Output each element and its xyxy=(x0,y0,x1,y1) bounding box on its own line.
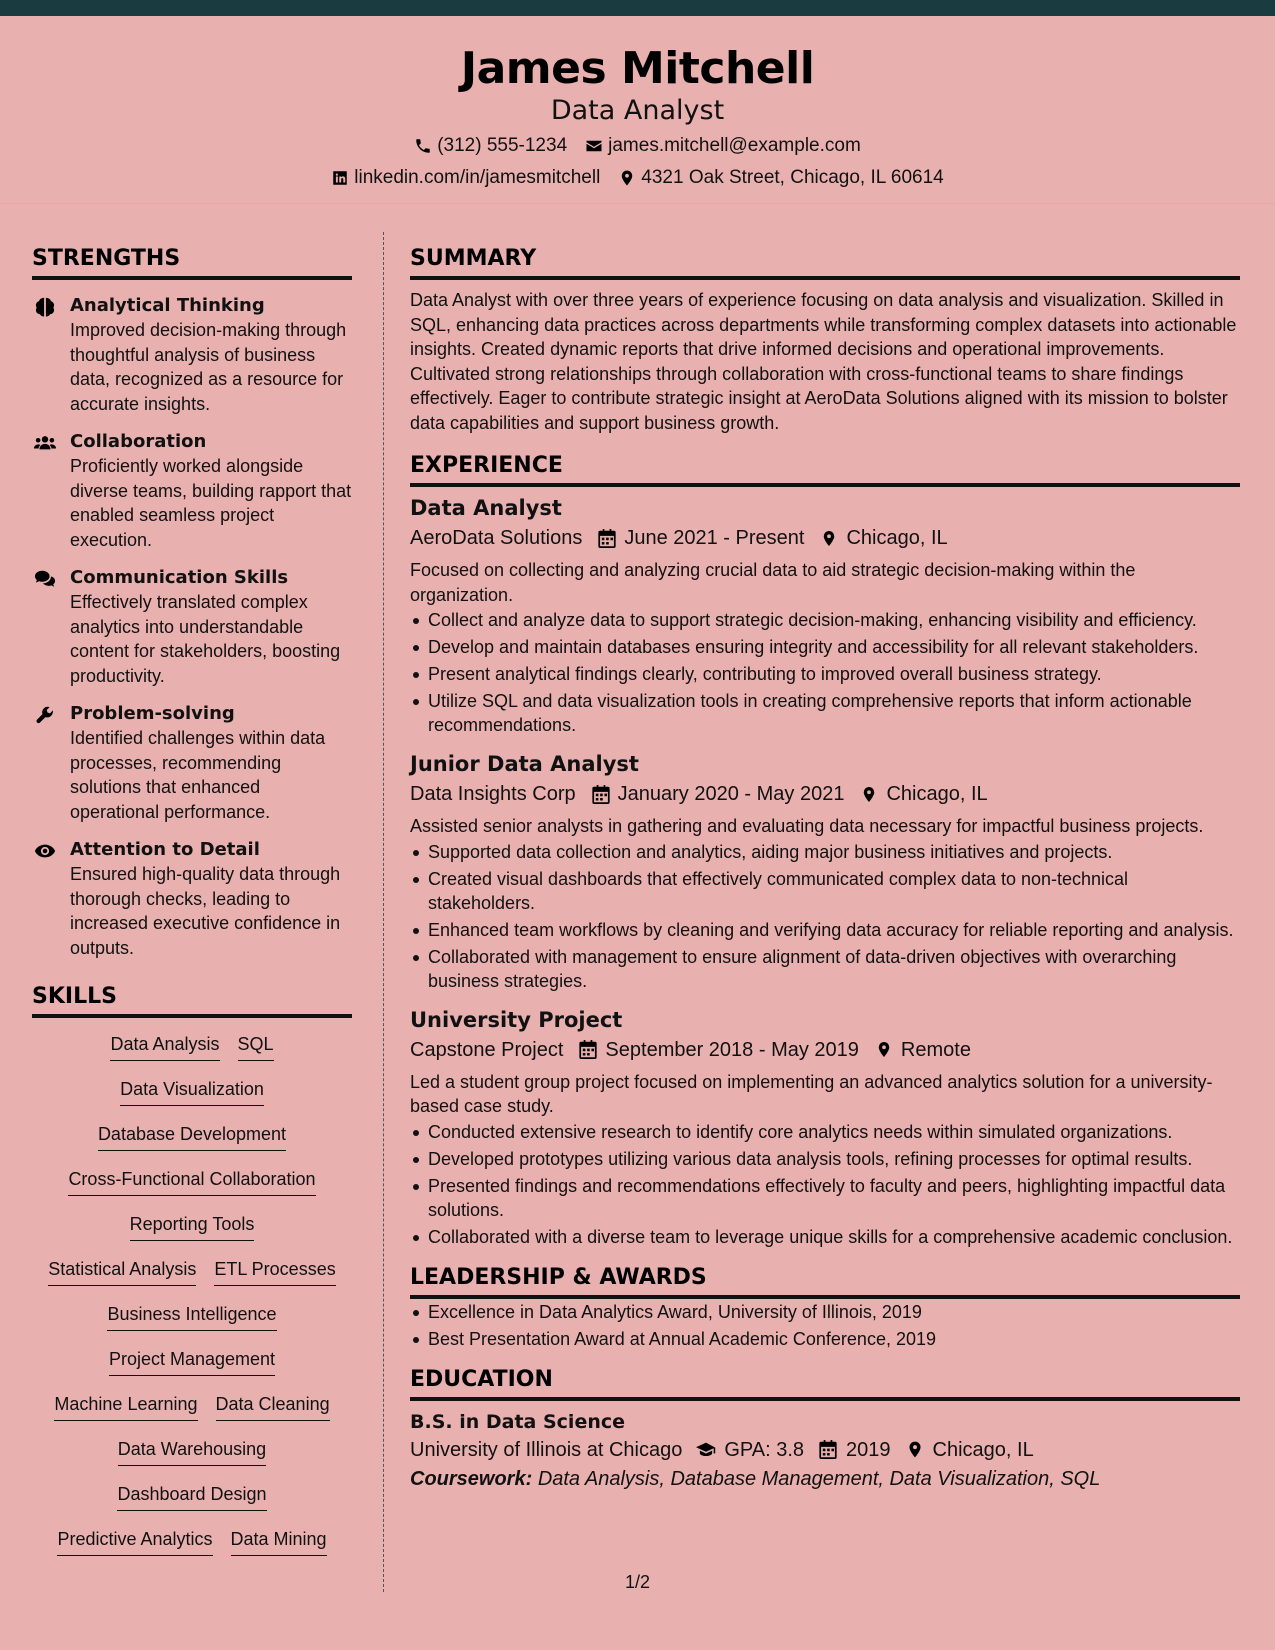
address-text: 4321 Oak Street, Chicago, IL 60614 xyxy=(641,167,944,188)
list-item: Best Presentation Award at Annual Academic Conference, 2019 xyxy=(410,1327,1240,1351)
list-item: Supported data collection and analytics, aiding major business initiatives and projects. xyxy=(410,840,1240,864)
job-company: Capstone Project xyxy=(410,1038,564,1061)
job-location: Chicago, IL xyxy=(886,783,988,805)
calendar-icon xyxy=(818,1440,838,1459)
education-heading: EDUCATION xyxy=(410,1365,1240,1401)
experience-heading: EXPERIENCE xyxy=(410,451,1240,487)
skill-row xyxy=(107,1302,276,1347)
skill-row xyxy=(118,1437,266,1482)
calendar-icon xyxy=(598,529,616,548)
job-meta xyxy=(410,523,1240,553)
skill-row xyxy=(120,1077,264,1122)
coursework-list: Data Analysis, Database Management, Data Visualization, SQL xyxy=(537,1467,1101,1490)
skill-tag: Data Warehousing xyxy=(118,1437,266,1466)
skill-row xyxy=(117,1482,266,1527)
list-item: Presented findings and recommendations effectively to faculty and peers, highlighting impactful data solutions. xyxy=(410,1174,1240,1222)
list-item: Created visual dashboards that effectively communicated complex data to non-technical stakeholders. xyxy=(410,867,1240,915)
left-column xyxy=(32,244,352,1572)
job-company: AeroData Solutions xyxy=(410,527,583,549)
graduation-year: 2019 xyxy=(846,1438,891,1461)
strength-description: Identified challenges within data processes, recommending solutions that enhanced operational performance. xyxy=(70,728,326,822)
summary-heading: SUMMARY xyxy=(410,244,1240,280)
list-item: Collaborated with a diverse team to leverage unique skills for a comprehensive academic conclusion. xyxy=(410,1225,1240,1249)
skill-tag: Dashboard Design xyxy=(117,1482,266,1511)
job-entry xyxy=(410,749,1240,993)
coursework-label: Coursework: xyxy=(410,1467,533,1490)
leadership-list xyxy=(410,1300,1240,1351)
summary-text: Data Analyst with over three years of experience focusing on data analysis and visualization. Skilled in SQL, enhancing data practices across departments while transforming complex datasets into actionable insights. Created dynamic reports that drive informed decisions and operational improvements. Cultivated strong relationships through collaboration with cross-functional teams to share findings effectively. Eager to contribute strategic insight at AeroData Solutions aligned with its mission to bolster data capabilities and support business growth. xyxy=(410,290,1237,433)
wrench-icon xyxy=(34,705,56,725)
job-description: Led a student group project focused on implementing an advanced analytics solution for a university-based case study. xyxy=(410,1071,1213,1116)
job-meta xyxy=(410,779,1240,809)
column-divider xyxy=(383,232,384,1592)
strengths-heading: STRENGTHS xyxy=(32,244,352,280)
contact-row-1 xyxy=(0,134,1275,158)
map-marker-icon xyxy=(875,1040,893,1059)
job-description: Focused on collecting and analyzing crucial data to aid strategic decision-making within the organization. xyxy=(410,560,1136,605)
email-link[interactable]: james.mitchell@example.com xyxy=(608,135,861,156)
phone-item xyxy=(414,134,567,158)
skill-tag: Project Management xyxy=(109,1347,275,1376)
strength-name: Analytical Thinking xyxy=(70,295,265,316)
address-item xyxy=(618,166,943,190)
list-item: Excellence in Data Analytics Award, University of Illinois, 2019 xyxy=(410,1300,1240,1324)
resume-header xyxy=(0,16,1275,204)
strength-item xyxy=(32,838,352,960)
skill-row xyxy=(48,1257,335,1302)
job-role: Data Analyst xyxy=(410,496,562,520)
strength-name: Problem-solving xyxy=(70,703,235,724)
strength-item xyxy=(32,294,352,416)
job-bullets xyxy=(410,1120,1240,1249)
job-bullets xyxy=(410,608,1240,737)
strength-description: Ensured high-quality data through thorough checks, leading to increased executive confidence in outputs. xyxy=(70,864,341,958)
strength-item xyxy=(32,430,352,552)
skills-heading: SKILLS xyxy=(32,982,352,1018)
page-number: 1/2 xyxy=(624,1572,651,1592)
job-dates: September 2018 - May 2019 xyxy=(605,1038,859,1061)
contact-row-2 xyxy=(0,166,1275,190)
skill-row xyxy=(98,1122,286,1167)
map-marker-icon xyxy=(618,169,636,187)
strength-item xyxy=(32,566,352,688)
school-name: University of Illinois at Chicago xyxy=(410,1438,683,1461)
strength-name: Collaboration xyxy=(70,431,207,452)
job-dates: January 2020 - May 2021 xyxy=(617,783,845,805)
list-item: Enhanced team workflows by cleaning and verifying data accuracy for reliable reporting and analysis. xyxy=(410,918,1240,942)
linkedin-item[interactable] xyxy=(331,166,600,190)
comments-icon xyxy=(34,569,56,589)
skill-tag: Predictive Analytics xyxy=(57,1527,212,1556)
job-entry xyxy=(410,1005,1240,1249)
degree-name: B.S. in Data Science xyxy=(410,1410,626,1433)
calendar-icon xyxy=(579,1040,597,1059)
candidate-name: James Mitchell xyxy=(460,43,815,94)
skill-row xyxy=(68,1167,315,1212)
job-company: Data Insights Corp xyxy=(410,783,576,805)
list-item: Collect and analyze data to support strategic decision-making, enhancing visibility and efficiency. xyxy=(410,608,1240,632)
job-location: Chicago, IL xyxy=(846,527,948,549)
skill-tag: Data Analysis xyxy=(110,1032,219,1061)
calendar-icon xyxy=(592,785,610,804)
skill-tag: Data Cleaning xyxy=(216,1392,330,1421)
brain-icon xyxy=(34,297,56,317)
email-item[interactable] xyxy=(585,134,861,158)
map-marker-icon xyxy=(860,785,878,804)
skill-tag: ETL Processes xyxy=(214,1257,335,1286)
coursework xyxy=(410,1465,1240,1493)
skill-tag: Data Mining xyxy=(231,1527,327,1556)
list-item: Utilize SQL and data visualization tools in creating comprehensive reports that inform actionable recommendations. xyxy=(410,689,1240,737)
job-dates: June 2021 - Present xyxy=(624,527,805,549)
graduation-cap-icon xyxy=(696,1440,716,1459)
skill-tag: Data Visualization xyxy=(120,1077,264,1106)
job-location: Remote xyxy=(900,1038,971,1061)
eye-icon xyxy=(34,841,56,861)
map-marker-icon xyxy=(905,1440,925,1459)
list-item: Develop and maintain databases ensuring integrity and accessibility for all relevant stakeholders. xyxy=(410,635,1240,659)
school-location: Chicago, IL xyxy=(932,1438,1034,1461)
strength-name: Attention to Detail xyxy=(70,839,260,860)
envelope-icon xyxy=(585,137,603,155)
list-item: Collaborated with management to ensure alignment of data-driven objectives with overarching business strategies. xyxy=(410,945,1240,993)
phone-icon xyxy=(414,137,432,155)
map-marker-icon xyxy=(820,529,838,548)
users-icon xyxy=(34,433,56,453)
strength-name: Communication Skills xyxy=(70,567,289,588)
candidate-title: Data Analyst xyxy=(550,95,725,126)
skill-tag: Statistical Analysis xyxy=(48,1257,196,1286)
strength-item xyxy=(32,702,352,824)
leadership-heading: LEADERSHIP & AWARDS xyxy=(410,1263,1240,1299)
list-item: Present analytical findings clearly, contributing to improved overall business strategy. xyxy=(410,662,1240,686)
linkedin-icon xyxy=(331,169,349,187)
skills-list xyxy=(32,1032,352,1572)
skill-tag: Reporting Tools xyxy=(130,1212,255,1241)
right-column xyxy=(410,244,1240,1493)
gpa-text: GPA: 3.8 xyxy=(724,1438,805,1461)
skill-tag: Business Intelligence xyxy=(107,1302,276,1331)
strength-description: Effectively translated complex analytics into understandable content for stakeholders, boosting productivity. xyxy=(70,592,341,686)
skill-row xyxy=(54,1392,329,1437)
skill-row xyxy=(130,1212,255,1257)
skill-tag: Cross-Functional Collaboration xyxy=(68,1167,315,1196)
job-meta xyxy=(410,1035,1240,1065)
phone-text: (312) 555-1234 xyxy=(437,135,568,156)
strength-description: Proficiently worked alongside diverse teams, building rapport that enabled seamless project execution. xyxy=(70,456,352,550)
job-bullets xyxy=(410,840,1240,993)
skill-tag: SQL xyxy=(238,1032,274,1061)
top-accent-bar xyxy=(0,0,1275,16)
linkedin-link[interactable]: linkedin.com/in/jamesmitchell xyxy=(354,167,601,188)
job-role: Junior Data Analyst xyxy=(410,752,639,776)
skill-row xyxy=(109,1347,275,1392)
skill-tag: Machine Learning xyxy=(54,1392,197,1421)
list-item: Developed prototypes utilizing various data analysis tools, refining processes for optimal results. xyxy=(410,1147,1240,1171)
strength-description: Improved decision-making through thoughtful analysis of business data, recognized as a resource for accurate insights. xyxy=(70,320,347,414)
skill-row xyxy=(57,1527,326,1572)
job-role: University Project xyxy=(410,1007,623,1032)
skill-tag: Database Development xyxy=(98,1122,286,1151)
education-meta xyxy=(410,1435,1240,1465)
skill-row xyxy=(110,1032,273,1077)
list-item: Conducted extensive research to identify core analytics needs within simulated organizations. xyxy=(410,1120,1240,1144)
job-description: Assisted senior analysts in gathering and evaluating data necessary for impactful business projects. xyxy=(410,816,1204,836)
job-entry xyxy=(410,493,1240,737)
